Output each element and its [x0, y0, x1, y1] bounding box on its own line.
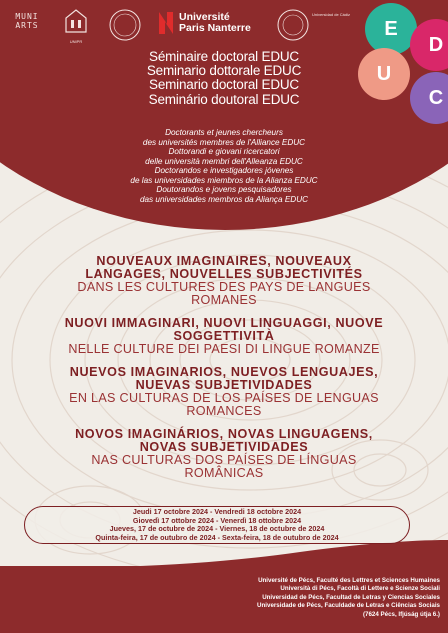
university-seal-logo [108, 8, 142, 42]
educ-letter-e: E [365, 3, 417, 55]
paris-nanterre-logo-text [179, 12, 251, 34]
paris-nanterre-mark-icon [157, 10, 175, 36]
paris-nanterre-line2: Paris Nanterre [179, 22, 251, 34]
title-fr-subtitle: DANS LES CULTURES DES PAYS DE LANGUES [77, 280, 371, 294]
cadiz-logo-text: Universidad de Cádiz [312, 12, 351, 17]
title-pt-subtitle: NAS CULTURAS DOS PAÍSES DE LÍNGUAS [91, 453, 357, 467]
university-logo-2-caption: UNIPR [69, 39, 83, 44]
date-line-it: Giovedì 17 ottobre 2024 - Venerdì 18 ottobre 2024 [132, 515, 302, 525]
date-line-fr: Jeudi 17 octobre 2024 - Vendredi 18 octobre 2024 [132, 507, 302, 516]
audience-line: das universidades membros da Aliança EDUC [139, 194, 309, 204]
title-block-es [0, 366, 448, 418]
title-pt-subtitle: ROMÂNICAS [184, 466, 264, 480]
seminar-title-it: Seminario dottorale EDUC [146, 63, 302, 79]
cadiz-seal-logo [276, 8, 310, 42]
muni-arts-logo-text: MUNI ARTS [15, 12, 39, 30]
title-it-bold: SOGGETTIVITÀ [173, 329, 275, 343]
seminar-titles [0, 50, 448, 107]
title-fr-bold: LANGAGES, NOUVELLES SUBJECTIVITÉS [85, 267, 363, 281]
title-es-subtitle: EN LAS CULTURAS DE LOS PAÍSES DE LENGUAS [69, 391, 379, 405]
building-icon [62, 8, 90, 34]
educ-letter-c: C [410, 72, 448, 124]
title-it-subtitle: NELLE CULTURE DEI PAESI DI LINGUE ROMANZE [68, 342, 380, 356]
audience-line: de las universidades miembros de la Alianza EDUC [130, 175, 318, 185]
date-line-pt: Quinta-feira, 17 de outubro de 2024 - Sexta-feira, 18 de outubro de 2024 [95, 533, 339, 543]
title-es-bold: NUEVAS SUBJETIVIDADES [135, 378, 313, 392]
venue-address [140, 577, 440, 619]
paris-nanterre-logo [157, 8, 269, 42]
address-line: Université de Pécs, Faculté des Lettres et Sciences Humaines [258, 577, 440, 584]
address-line: Universidade de Pécs, Faculdade de Letras e Ciências Sociais [257, 602, 440, 610]
title-block-it [0, 317, 448, 356]
address-line: Università di Pécs, Facoltà di Lettere e Scienze Sociali [280, 585, 440, 593]
seminar-title-es: Seminario doctoral EDUC [149, 77, 299, 93]
title-pt-bold: NOVOS IMAGINÁRIOS, NOVAS LINGUAGENS, [75, 427, 373, 441]
cadiz-seal-icon [276, 8, 310, 42]
educ-letter-d: D [410, 19, 448, 71]
title-es-subtitle: ROMANCES [186, 404, 262, 418]
seminar-title-fr: Séminaire doctoral EDUC [149, 49, 299, 64]
date-line-es: Jueves, 17 de octubre de 2024 - Viernes, 18 de octubre de 2024 [109, 524, 325, 534]
title-it-bold: NUOVI IMMAGINARI, NUOVI LINGUAGGI, NUOVE [64, 316, 384, 330]
main-titles [0, 255, 448, 490]
title-block-pt [0, 428, 448, 480]
title-block-fr [0, 255, 448, 307]
title-pt-bold: NOVAS SUBJETIVIDADES [139, 440, 309, 454]
audience-line: Doutorandos e jovens pesquisadores [156, 185, 292, 194]
dates-box [24, 506, 410, 544]
muni-arts-logo [6, 12, 48, 30]
address-line: (7624 Pécs, Ifjúság útja 6.) [362, 610, 440, 618]
paris-nanterre-line1: Université [179, 11, 230, 23]
audience-lines [0, 128, 448, 204]
audience-line: Doctorants et jeunes chercheurs [165, 128, 283, 137]
university-logo-2 [62, 8, 90, 42]
title-fr-bold: NOUVEAUX IMAGINAIRES, NOUVEAUX [96, 254, 352, 268]
title-fr-subtitle: ROMANES [191, 293, 257, 307]
address-line: Universidad de Pécs, Facultad de Letras y Ciencias Sociales [262, 593, 440, 601]
title-es-bold: NUEVOS IMAGINARIOS, NUEVOS LENGUAJES, [69, 365, 379, 379]
audience-line: des universités membres de l'Alliance EDUC [142, 137, 306, 147]
seminar-title-pt: Seminário doutoral EDUC [148, 91, 300, 107]
seal-icon [108, 8, 142, 42]
audience-line: Dottorandi e giovani ricercatori [168, 147, 280, 156]
audience-line: Doctorandos e investigadores jóvenes [154, 166, 294, 175]
audience-line: delle università membri dell'Alleanza EDUC [145, 156, 303, 166]
educ-letter-u: U [358, 48, 410, 100]
